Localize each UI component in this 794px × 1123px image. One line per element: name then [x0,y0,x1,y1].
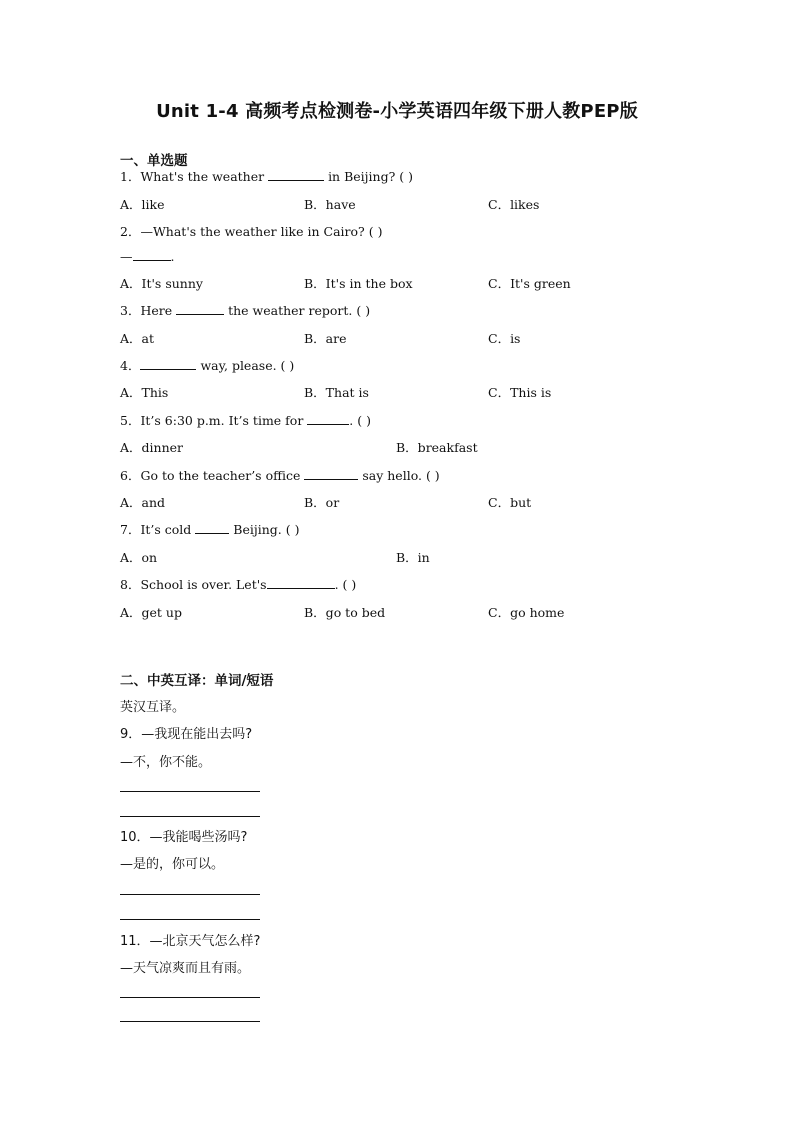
option-b[interactable]: B．That is [304,385,369,400]
item-answer-text: —不，你不能。 [120,755,212,770]
option-a[interactable]: A．on [120,550,158,565]
question-number: 1． [120,169,141,184]
translation-item-11 [120,930,260,949]
option-a[interactable]: A．get up [120,605,182,620]
option-c[interactable]: C．likes [488,197,540,212]
translation-item-10 [120,826,247,845]
question-text-before: It’s cold [140,522,192,537]
answer-blank[interactable] [176,303,224,315]
item-number: 9． [120,727,142,742]
question-6 [120,466,440,484]
answer-blank[interactable] [304,468,358,480]
question-8 [120,575,356,593]
question-number: 3． [120,303,141,318]
item-question: —我能喝些汤吗? [149,830,248,845]
page-title: Unit 1-4 高频考点检测卷-小学英语四年级下册人教PEP版 [156,101,638,122]
answer-blank[interactable] [140,358,196,370]
option-a[interactable]: A．at [120,331,155,346]
question-text-after: Beijing. ( ) [233,522,300,537]
answer-blank[interactable] [307,413,349,425]
question-text-after: way, please. ( ) [200,358,295,373]
question-text-after: the weather report. ( ) [228,303,371,318]
option-a[interactable]: A．It's sunny [120,276,203,291]
option-b[interactable]: B．It's in the box [304,276,413,291]
section-instruction: 英汉互译。 [120,700,186,715]
item-number: 10． [120,830,150,845]
answer-line[interactable] [120,919,260,920]
question-number: 7． [120,522,141,537]
question-text-before: Here [140,303,173,318]
option-a[interactable]: A．like [120,197,165,212]
question-2 [120,222,382,240]
item-question: —我现在能出去吗? [141,727,253,742]
option-b[interactable]: B．in [396,550,430,565]
option-c[interactable]: C．It's green [488,276,571,291]
answer-line[interactable] [120,997,260,998]
option-b[interactable]: B．breakfast [396,440,478,455]
option-c[interactable]: C．go home [488,605,565,620]
answer-line[interactable] [120,816,260,817]
option-b[interactable]: B．or [304,495,340,510]
option-b[interactable]: B．go to bed [304,605,386,620]
question-5 [120,411,371,429]
answer-blank[interactable] [195,522,229,534]
translation-item-9 [120,723,252,742]
answer-line[interactable] [120,791,260,792]
option-a[interactable]: A．and [120,495,166,510]
question-text-before: —What's the weather like in Cairo? ( ) [140,224,383,239]
question-number: 2． [120,224,141,239]
question-text-after: . ( ) [334,577,357,592]
answer-line[interactable] [120,894,260,895]
option-a[interactable]: A．This [120,385,169,400]
question-text-before: Go to the teacher’s office [140,468,301,483]
question-number: 8． [120,577,141,592]
item-number: 11． [120,934,150,949]
item-answer-text: —天气凉爽而且有雨。 [120,961,251,976]
section-heading-translation: 二、中英互译：单词/短语 [120,673,274,689]
question-7 [120,520,299,538]
answer-blank[interactable] [133,249,171,261]
question-number: 4． [120,358,141,373]
question-text-before: It’s 6:30 p.m. It’s time for [140,413,304,428]
question-3 [120,301,370,319]
answer-blank[interactable] [268,169,324,181]
question-number: 5． [120,413,141,428]
option-b[interactable]: B．are [304,331,347,346]
option-c[interactable]: C．but [488,495,532,510]
question-text-after: . ( ) [349,413,371,428]
option-c[interactable]: C．is [488,331,521,346]
item-answer-text: —是的，你可以。 [120,857,225,872]
option-b[interactable]: B．have [304,197,356,212]
question-4 [120,356,294,374]
question-text-after: say hello. ( ) [362,468,440,483]
section-heading-multiple-choice: 一、单选题 [120,153,188,169]
question-2-response-line [120,249,174,264]
item-question: —北京天气怎么样? [149,934,261,949]
period: . [170,249,175,264]
option-c[interactable]: C．This is [488,385,552,400]
option-a[interactable]: A．dinner [120,440,184,455]
question-number: 6． [120,468,141,483]
answer-line[interactable] [120,1021,260,1022]
answer-blank[interactable] [267,577,335,589]
question-1 [120,167,413,185]
question-text-after: in Beijing? ( ) [328,169,413,184]
question-text-before: What's the weather [140,169,265,184]
question-text-before: School is over. Let's [140,577,267,592]
dash: — [120,249,133,264]
